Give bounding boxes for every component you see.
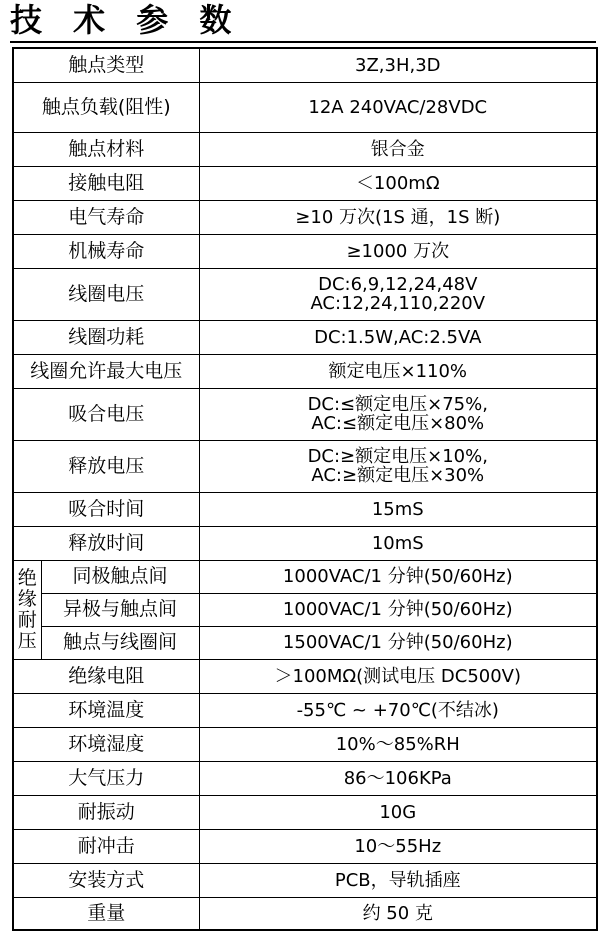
spec-value: 额定电压×110% — [199, 354, 597, 388]
spec-value: ＞100MΩ(测试电压 DC500V) — [199, 659, 597, 693]
spec-label: 机械寿命 — [13, 234, 199, 268]
table-row — [13, 268, 597, 320]
table-row — [13, 659, 597, 693]
spec-label: 异极与触点间 — [41, 593, 199, 626]
table-row — [13, 795, 597, 829]
spec-label: 环境湿度 — [13, 727, 199, 761]
spec-label: 线圈功耗 — [13, 320, 199, 354]
spec-label: 耐冲击 — [13, 829, 199, 863]
spec-value: 12A 240VAC/28VDC — [199, 82, 597, 132]
insulation-group-label — [13, 560, 41, 659]
insulation-group-char: 压 — [17, 629, 37, 652]
spec-label: 接触电阻 — [13, 166, 199, 200]
table-row — [13, 166, 597, 200]
spec-value: -55℃ ~ +70℃(不结冰) — [199, 693, 597, 727]
spec-value: 银合金 — [199, 132, 597, 166]
table-row — [13, 727, 597, 761]
insulation-group-char: 耐 — [17, 608, 37, 631]
table-row — [13, 693, 597, 727]
table-row — [13, 560, 597, 593]
spec-value-line: AC:≤额定电压×80% — [311, 413, 485, 434]
spec-value: DC:1.5W,AC:2.5VA — [199, 320, 597, 354]
spec-label: 线圈电压 — [13, 268, 199, 320]
table-row — [13, 320, 597, 354]
spec-value: 86～106KPa — [199, 761, 597, 795]
spec-label: 触点负载(阻性) — [13, 82, 199, 132]
spec-value: ＜100mΩ — [199, 166, 597, 200]
table-row — [13, 492, 597, 526]
spec-label: 释放时间 — [13, 526, 199, 560]
spec-value: 1500VAC/1 分钟(50/60Hz) — [199, 626, 597, 659]
spec-label: 绝缘电阻 — [13, 659, 199, 693]
table-row — [13, 761, 597, 795]
spec-value-line: AC:≥额定电压×30% — [311, 465, 485, 486]
table-row — [13, 440, 597, 492]
spec-value: 3Z,3H,3D — [199, 48, 597, 82]
insulation-group-char: 绝 — [17, 566, 37, 589]
spec-value — [199, 440, 597, 492]
table-row — [13, 354, 597, 388]
spec-table — [12, 47, 598, 931]
spec-value: 10%～85%RH — [199, 727, 597, 761]
spec-label: 大气压力 — [13, 761, 199, 795]
table-row — [13, 593, 597, 626]
title-underline — [10, 41, 596, 43]
spec-value: 1000VAC/1 分钟(50/60Hz) — [199, 593, 597, 626]
spec-value: 10～55Hz — [199, 829, 597, 863]
spec-value — [199, 268, 597, 320]
spec-value — [199, 388, 597, 440]
spec-value: 约 50 克 — [199, 897, 597, 930]
spec-value-line: DC:6,9,12,24,48V — [318, 274, 478, 295]
spec-label: 环境温度 — [13, 693, 199, 727]
spec-label: 同极触点间 — [41, 560, 199, 593]
spec-value: ≥10 万次(1S 通，1S 断) — [199, 200, 597, 234]
table-row — [13, 897, 597, 930]
table-row — [13, 388, 597, 440]
spec-label: 电气寿命 — [13, 200, 199, 234]
spec-value: 10mS — [199, 526, 597, 560]
spec-label: 重量 — [13, 897, 199, 930]
spec-label: 线圈允许最大电压 — [13, 354, 199, 388]
page-title: 技 术 参 数 — [10, 1, 242, 39]
spec-value: 1000VAC/1 分钟(50/60Hz) — [199, 560, 597, 593]
spec-value-line: DC:≥额定电压×10%, — [307, 446, 488, 467]
spec-label: 安装方式 — [13, 863, 199, 897]
insulation-group-char: 缘 — [17, 587, 37, 610]
table-row — [13, 626, 597, 659]
table-row — [13, 132, 597, 166]
spec-label: 吸合时间 — [13, 492, 199, 526]
table-row — [13, 200, 597, 234]
spec-label: 触点与线圈间 — [41, 626, 199, 659]
spec-value-line: AC:12,24,110,220V — [310, 293, 486, 314]
spec-value: 15mS — [199, 492, 597, 526]
table-row — [13, 526, 597, 560]
table-row — [13, 234, 597, 268]
table-row — [13, 82, 597, 132]
spec-value-line: DC:≤额定电压×75%, — [307, 394, 488, 415]
spec-label: 吸合电压 — [13, 388, 199, 440]
table-row — [13, 829, 597, 863]
spec-label: 触点类型 — [13, 48, 199, 82]
spec-label: 释放电压 — [13, 440, 199, 492]
spec-label: 耐振动 — [13, 795, 199, 829]
spec-value: ≥1000 万次 — [199, 234, 597, 268]
table-row — [13, 863, 597, 897]
spec-value: 10G — [199, 795, 597, 829]
spec-label: 触点材料 — [13, 132, 199, 166]
spec-value: PCB，导轨插座 — [199, 863, 597, 897]
table-row — [13, 48, 597, 82]
